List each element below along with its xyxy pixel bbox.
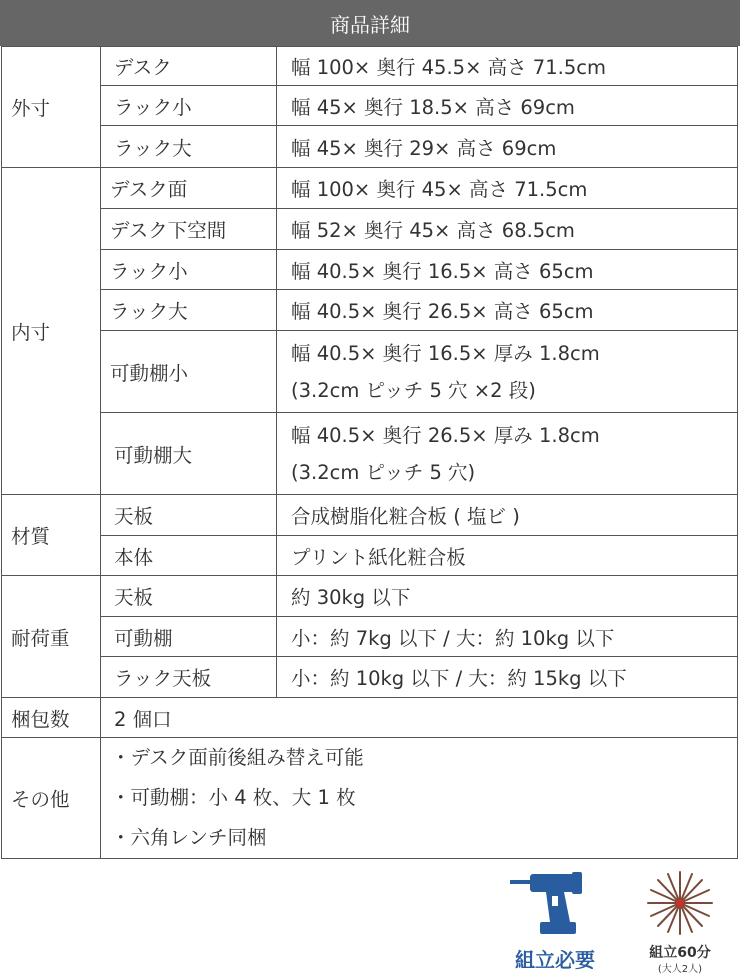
row-value: 幅 45× 奥行 18.5× 高さ 69cm xyxy=(277,86,738,126)
table-row xyxy=(2,413,738,495)
assembly-required-label: 組立必要 xyxy=(515,948,595,972)
category-material: 材質 xyxy=(2,495,101,576)
row-label: 天板 xyxy=(101,495,277,536)
table-row xyxy=(2,738,738,859)
table-row xyxy=(2,47,738,86)
table-row xyxy=(2,536,738,576)
table-row xyxy=(2,617,738,657)
row-value: 幅 100× 奥行 45.5× 高さ 71.5cm xyxy=(277,47,738,86)
row-value: 幅 45× 奥行 29× 高さ 69cm xyxy=(277,126,738,168)
category-packages: 梱包数 xyxy=(2,698,101,738)
row-label: 可動棚 xyxy=(101,617,277,657)
row-label: 可動棚小 xyxy=(101,331,277,413)
power-drill-icon xyxy=(500,868,610,942)
row-label: デスク下空間 xyxy=(101,209,277,250)
table-row xyxy=(2,331,738,413)
table-row xyxy=(2,698,738,738)
row-value-note: (3.2cm ピッチ 5 穴 ×2 段) xyxy=(291,378,536,402)
table-row xyxy=(2,576,738,617)
row-label: ラック小 xyxy=(101,86,277,126)
list-item: ・デスク面前後組み替え可能 xyxy=(111,746,364,769)
other-notes xyxy=(101,738,738,859)
table-row xyxy=(2,250,738,290)
row-value: 2 個口 xyxy=(101,698,738,738)
row-label: 本体 xyxy=(101,536,277,576)
assembly-people-label: (大人2人) xyxy=(657,964,703,975)
assembly-required-badge xyxy=(500,868,610,978)
row-label: 可動棚大 xyxy=(101,413,277,495)
assembly-time-badge xyxy=(630,868,730,978)
row-value: 合成樹脂化粧合板 ( 塩ビ ) xyxy=(277,495,738,536)
category-outer: 外寸 xyxy=(2,47,101,168)
row-label: ラック大 xyxy=(101,290,277,331)
spec-table xyxy=(1,46,738,859)
spec-title: 商品詳細 xyxy=(330,12,410,37)
row-value: 幅 52× 奥行 45× 高さ 68.5cm xyxy=(277,209,738,250)
table-row xyxy=(2,168,738,209)
row-value xyxy=(277,331,738,413)
row-value: 幅 40.5× 奥行 26.5× 高さ 65cm xyxy=(277,290,738,331)
table-row xyxy=(2,495,738,536)
assembly-badges xyxy=(0,868,740,978)
row-value: 約 30kg 以下 xyxy=(277,576,738,617)
table-row xyxy=(2,290,738,331)
row-label: デスク面 xyxy=(101,168,277,209)
category-load: 耐荷重 xyxy=(2,576,101,698)
starburst-clock-icon xyxy=(630,868,730,940)
list-item: ・六角レンチ同梱 xyxy=(111,826,267,849)
category-other: その他 xyxy=(2,738,101,859)
row-label: ラック小 xyxy=(101,250,277,290)
row-label: ラック天板 xyxy=(101,657,277,698)
row-value-note: (3.2cm ピッチ 5 穴) xyxy=(291,460,476,484)
row-label: ラック大 xyxy=(101,126,277,168)
row-value: プリント紙化粧合板 xyxy=(277,536,738,576)
row-value: 小：約 10kg 以下 / 大：約 15kg 以下 xyxy=(277,657,738,698)
row-value-line: 幅 40.5× 奥行 16.5× 厚み 1.8cm xyxy=(291,341,600,365)
table-row xyxy=(2,657,738,698)
row-value: 幅 100× 奥行 45× 高さ 71.5cm xyxy=(277,168,738,209)
row-value: 小：約 7kg 以下 / 大：約 10kg 以下 xyxy=(277,617,738,657)
row-label: デスク xyxy=(101,47,277,86)
row-value xyxy=(277,413,738,495)
table-row xyxy=(2,126,738,168)
spec-header xyxy=(0,0,740,46)
table-row xyxy=(2,86,738,126)
row-label: 天板 xyxy=(101,576,277,617)
category-inner: 内寸 xyxy=(2,168,101,495)
row-value: 幅 40.5× 奥行 16.5× 高さ 65cm xyxy=(277,250,738,290)
table-row xyxy=(2,209,738,250)
row-value-line: 幅 40.5× 奥行 26.5× 厚み 1.8cm xyxy=(291,423,600,447)
assembly-time-label: 組立60分 xyxy=(649,945,711,961)
list-item: ・可動棚：小 4 枚、大 1 枚 xyxy=(111,786,356,809)
